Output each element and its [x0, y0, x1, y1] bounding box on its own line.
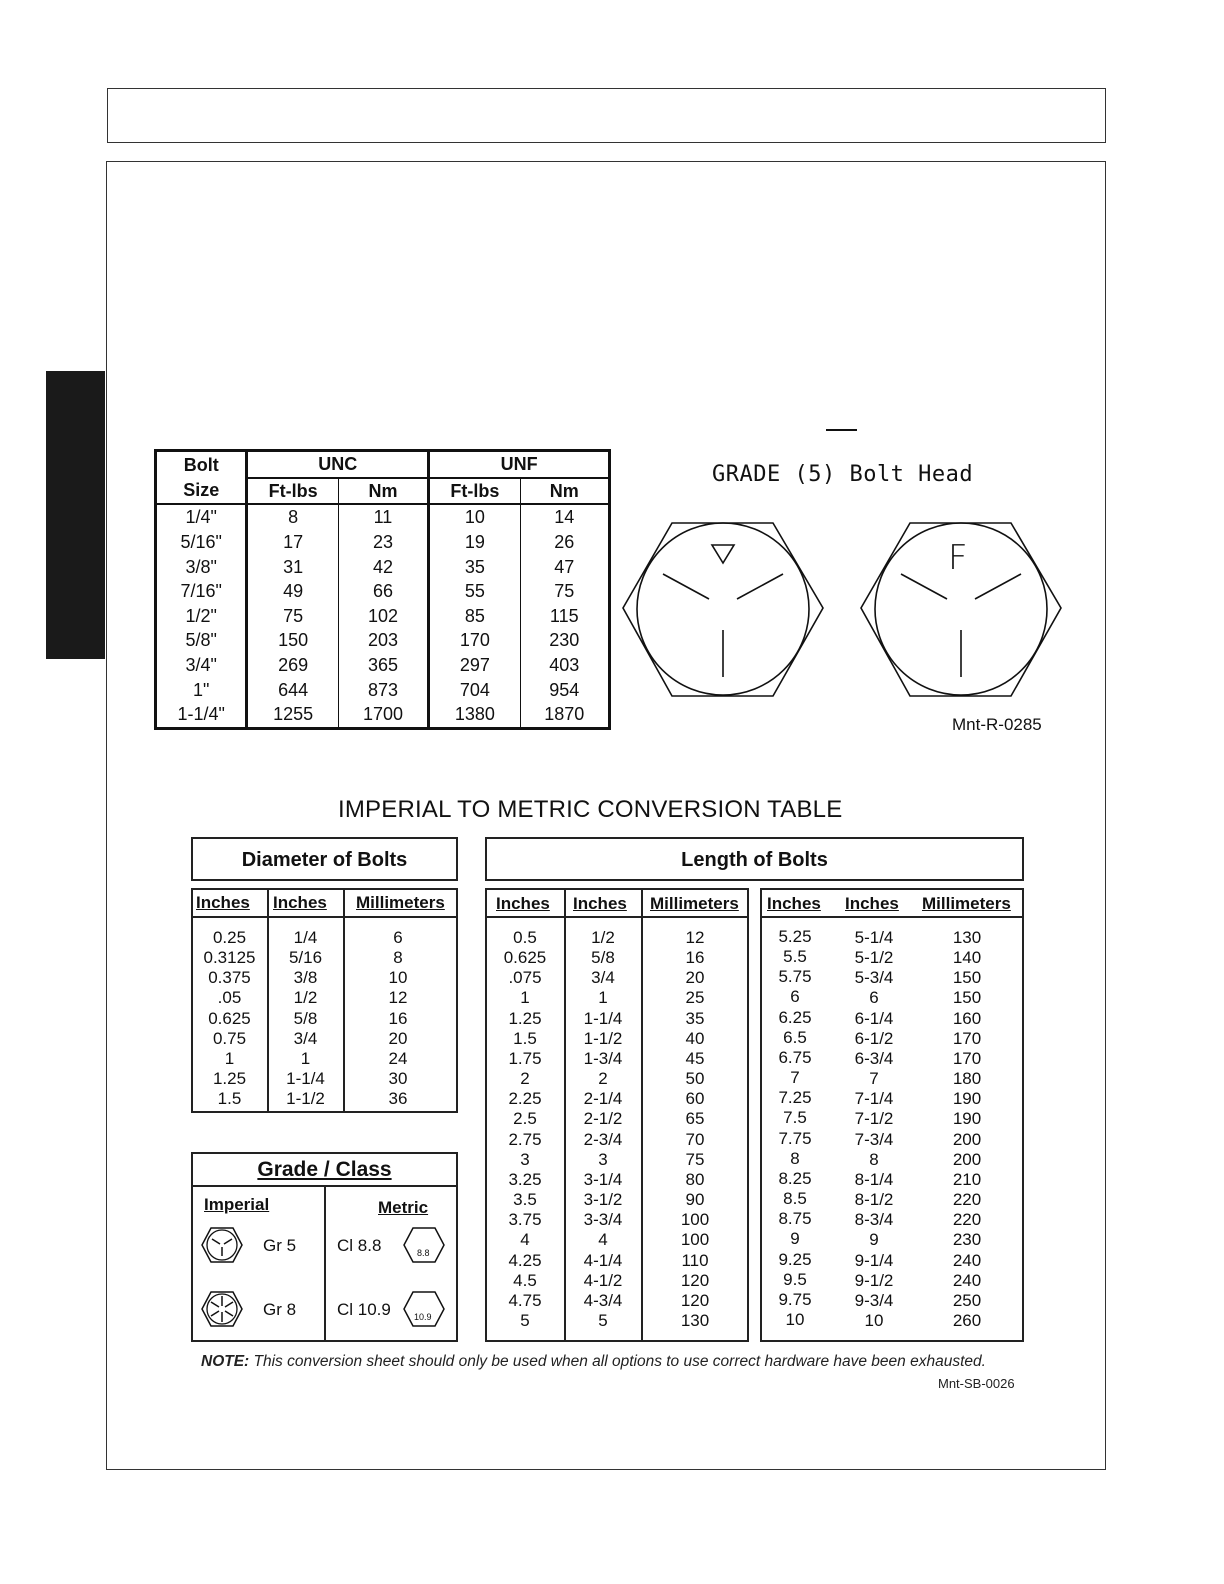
- table-cell: 85: [429, 604, 520, 629]
- table-cell: 1": [156, 677, 247, 702]
- gr8-label: Gr 8: [263, 1300, 297, 1319]
- list-item: 40: [685, 1028, 705, 1048]
- list-item: 8-1/2: [854, 1190, 894, 1210]
- list-item: 1: [598, 988, 608, 1008]
- grade-metric-label: Metric: [378, 1198, 429, 1217]
- section-side-tab: [46, 371, 105, 659]
- list-item: 3/8: [293, 968, 318, 988]
- list-item: 140: [952, 948, 982, 968]
- list-item: 1-3/4: [583, 1048, 623, 1068]
- cl109-label: Cl 10.9: [337, 1300, 391, 1319]
- list-item: 8: [393, 948, 403, 968]
- list-item: 3/4: [293, 1028, 318, 1048]
- list-item: 180: [952, 1069, 982, 1089]
- list-item: 5.75: [778, 967, 812, 987]
- table-cell: 403: [549, 655, 580, 676]
- list-item: 210: [952, 1169, 982, 1189]
- table-cell: 11: [338, 504, 428, 530]
- grade-class-title: Grade / Class: [257, 1158, 392, 1181]
- list-item: 45: [685, 1048, 705, 1068]
- table-cell: 954: [549, 679, 580, 700]
- list-item: 50: [685, 1069, 705, 1089]
- list-item: 0.375: [208, 968, 251, 988]
- length-a-col-inches-1: Inches: [496, 894, 550, 913]
- list-item: 24: [388, 1048, 408, 1068]
- length-a-header-rule: [486, 916, 748, 918]
- list-item: 220: [952, 1210, 982, 1230]
- header-bolt: Bolt: [156, 451, 247, 478]
- list-item: 160: [952, 1008, 982, 1028]
- table-cell: 3/4": [156, 653, 247, 678]
- list-item: 2: [598, 1069, 608, 1089]
- table-cell: 14: [554, 507, 575, 528]
- list-item: 4-1/4: [583, 1250, 623, 1270]
- grade-class-divider: [324, 1186, 326, 1341]
- length-a-decimal-column: [486, 928, 564, 1331]
- table-row: [156, 628, 610, 653]
- table-cell: 5/8": [156, 628, 247, 653]
- list-item: 2-1/2: [583, 1109, 623, 1129]
- list-item: 6: [393, 928, 403, 947]
- list-item: 200: [952, 1129, 982, 1149]
- diameter-mm-column: [344, 928, 452, 1109]
- list-item: 2.25: [508, 1089, 542, 1109]
- list-item: 4-1/2: [583, 1270, 623, 1290]
- list-item: 7: [869, 1069, 879, 1089]
- length-a-mm-column: [642, 928, 748, 1331]
- list-item: 3.5: [513, 1190, 537, 1210]
- list-item: 1-1/4: [286, 1069, 325, 1089]
- table-cell: 17: [247, 530, 338, 555]
- list-item: 7.25: [778, 1088, 812, 1108]
- list-item: 150: [952, 968, 982, 988]
- table-row: [156, 554, 610, 579]
- grade-imperial-label: Imperial: [204, 1195, 270, 1214]
- list-item: 3.25: [508, 1169, 542, 1189]
- table-cell: 23: [338, 530, 428, 555]
- header-unf-nm: Nm: [520, 478, 609, 505]
- table-row: [156, 504, 610, 530]
- table-row: [156, 653, 610, 678]
- length-a-col-mm: Millimeters: [650, 894, 739, 913]
- list-item: 170: [952, 1028, 982, 1048]
- list-item: 3.75: [508, 1210, 542, 1230]
- list-item: 0.25: [212, 928, 247, 947]
- table-cell: 1870: [544, 704, 585, 725]
- table-row: [156, 530, 610, 555]
- list-item: 130: [952, 928, 982, 947]
- list-item: 7.75: [778, 1128, 812, 1148]
- list-item: 1.25: [212, 1069, 247, 1089]
- list-item: 20: [388, 1028, 408, 1048]
- table-cell: 230: [549, 630, 580, 651]
- gr8-hex-icon: [200, 1290, 244, 1328]
- list-item: 1: [300, 1048, 311, 1068]
- list-item: 10: [864, 1310, 884, 1330]
- list-item: 120: [680, 1270, 710, 1290]
- list-item: 60: [685, 1089, 705, 1109]
- list-item: 5-3/4: [854, 968, 894, 988]
- list-item: 100: [680, 1210, 710, 1230]
- table-cell: 49: [247, 579, 338, 604]
- cl109-mark: 10.9: [414, 1312, 432, 1322]
- list-item: 3-1/2: [583, 1190, 623, 1210]
- list-item: 4.5: [513, 1270, 537, 1290]
- table-cell: 55: [429, 579, 520, 604]
- list-item: 1/4: [293, 928, 318, 947]
- list-item: 6-1/2: [854, 1028, 894, 1048]
- table-cell: 1/4": [156, 504, 247, 530]
- list-item: 2.75: [508, 1129, 542, 1149]
- list-item: 16: [388, 1008, 408, 1028]
- list-item: 36: [388, 1089, 408, 1109]
- list-item: .05: [217, 988, 242, 1008]
- list-item: 16: [685, 948, 705, 968]
- list-item: 230: [952, 1230, 982, 1250]
- list-item: 25: [685, 988, 705, 1008]
- list-item: 0.3125: [203, 948, 256, 968]
- table-cell: 297: [429, 653, 520, 678]
- list-item: 120: [680, 1290, 710, 1310]
- diameter-title-box: [191, 837, 458, 881]
- bolt-head-title: GRADE (5) Bolt Head: [712, 462, 974, 487]
- header-unc: UNC: [247, 451, 429, 478]
- table-cell: 115: [549, 605, 579, 626]
- list-item: 1: [520, 988, 530, 1008]
- list-item: 0.625: [503, 948, 547, 968]
- conversion-note: [201, 1353, 986, 1371]
- list-item: 5-1/2: [854, 948, 894, 968]
- table-cell: 365: [338, 653, 428, 678]
- table-cell: 102: [338, 604, 428, 629]
- list-item: 6-3/4: [854, 1048, 894, 1068]
- list-item: 4-3/4: [583, 1290, 623, 1310]
- table-cell: 19: [429, 530, 520, 555]
- table-cell: 47: [554, 556, 575, 577]
- list-item: 0.75: [212, 1028, 247, 1048]
- length-b-header-rule: [761, 916, 1023, 918]
- table-cell: 31: [247, 554, 338, 579]
- list-item: 5: [598, 1310, 608, 1330]
- table-cell: 35: [429, 554, 520, 579]
- header-unc-ftlbs: Ft-lbs: [247, 478, 338, 505]
- list-item: 3: [598, 1149, 608, 1169]
- list-item: 8-3/4: [854, 1210, 894, 1230]
- list-item: 3-1/4: [583, 1169, 623, 1189]
- list-item: 100: [680, 1230, 710, 1250]
- length-b-decimal-column: [762, 927, 828, 1330]
- list-item: 8: [869, 1149, 879, 1169]
- list-item: 7: [790, 1068, 800, 1088]
- table-cell: 26: [554, 532, 575, 553]
- cl88-hex-icon: [402, 1226, 446, 1264]
- table-cell: 66: [338, 579, 428, 604]
- list-item: 240: [952, 1270, 982, 1290]
- length-b-fraction-column: [838, 928, 910, 1331]
- list-item: 8: [790, 1148, 800, 1168]
- list-item: 9.75: [778, 1289, 812, 1309]
- list-item: 9: [869, 1230, 879, 1250]
- gr5-hex-icon: [200, 1226, 244, 1264]
- list-item: 90: [685, 1190, 705, 1210]
- list-item: 7.5: [783, 1108, 807, 1128]
- list-item: 1: [224, 1048, 235, 1068]
- table-cell: 3/8": [156, 554, 247, 579]
- diameter-col-mm: Millimeters: [356, 893, 445, 912]
- list-item: 9-1/4: [854, 1250, 894, 1270]
- list-item: 80: [685, 1169, 705, 1189]
- list-item: 130: [680, 1310, 710, 1330]
- list-item: 1/2: [293, 988, 318, 1008]
- diameter-title: Diameter of Bolts: [241, 849, 408, 871]
- table-cell: 1255: [247, 702, 338, 728]
- diameter-decimal-column: [192, 928, 267, 1109]
- list-item: 12: [685, 928, 705, 947]
- list-item: 65: [685, 1109, 705, 1129]
- note-label: NOTE:: [201, 1353, 250, 1370]
- table-cell: 1380: [429, 702, 520, 728]
- header-unf: UNF: [429, 451, 610, 478]
- list-item: 6: [790, 987, 800, 1007]
- list-item: 9.25: [778, 1249, 812, 1269]
- list-item: 8-1/4: [854, 1169, 894, 1189]
- list-item: 190: [952, 1089, 982, 1109]
- conversion-ref: Mnt-SB-0026: [938, 1376, 1015, 1391]
- list-item: 6-1/4: [854, 1008, 894, 1028]
- table-cell: 7/16": [156, 579, 247, 604]
- torque-table: [154, 449, 611, 730]
- list-item: 110: [681, 1250, 709, 1270]
- table-cell: 644: [247, 677, 338, 702]
- table-cell: 8: [247, 504, 338, 530]
- table-cell: 170: [429, 628, 520, 653]
- list-item: 8.5: [783, 1189, 807, 1209]
- list-item: 220: [952, 1190, 982, 1210]
- header-unc-nm: Nm: [338, 478, 428, 505]
- length-b-mm-column: [920, 928, 1014, 1331]
- list-item: 0.625: [208, 1008, 251, 1028]
- list-item: 7-1/4: [854, 1089, 894, 1109]
- list-item: 1.5: [513, 1028, 537, 1048]
- note-text: This conversion sheet should only be used when all options to use correct hardware have been exhausted.: [249, 1353, 986, 1370]
- cl88-label: Cl 8.8: [337, 1236, 382, 1255]
- list-item: 5.5: [783, 947, 807, 967]
- length-b-col-inches-2: Inches: [845, 894, 899, 913]
- table-cell: 75: [554, 581, 575, 602]
- table-cell: 704: [429, 677, 520, 702]
- list-item: 5.25: [778, 927, 812, 946]
- table-row: [156, 702, 610, 728]
- list-item: 2-1/4: [583, 1089, 623, 1109]
- table-cell: 873: [338, 677, 428, 702]
- length-title-box: [485, 837, 1024, 881]
- list-item: 150: [952, 988, 982, 1008]
- list-item: 4.75: [508, 1290, 542, 1310]
- list-item: 8.75: [778, 1209, 812, 1229]
- list-item: 10: [785, 1309, 805, 1329]
- gr5-label: Gr 5: [263, 1236, 297, 1255]
- list-item: 2: [520, 1069, 530, 1089]
- list-item: 6: [869, 988, 879, 1008]
- length-a-fraction-column: [565, 928, 641, 1331]
- list-item: 75: [685, 1149, 705, 1169]
- bolt-head-letter: F: [948, 538, 968, 578]
- table-row: [156, 579, 610, 604]
- list-item: 4.25: [508, 1250, 542, 1270]
- list-item: 9-3/4: [854, 1290, 894, 1310]
- list-item: 4: [520, 1230, 530, 1250]
- list-item: 9: [790, 1229, 800, 1249]
- list-item: .075: [508, 968, 542, 988]
- length-b-col-mm: Millimeters: [922, 894, 1011, 913]
- length-b-col-inches-1: Inches: [767, 894, 821, 913]
- conversion-title: IMPERIAL TO METRIC CONVERSION TABLE: [338, 796, 843, 823]
- table-cell: 150: [247, 628, 338, 653]
- table-cell: 1-1/4": [156, 702, 247, 728]
- list-item: 250: [952, 1290, 982, 1310]
- cl88-mark: 8.8: [417, 1248, 430, 1258]
- bolt-head-ref: Mnt-R-0285: [952, 715, 1042, 734]
- list-item: 6.75: [778, 1047, 812, 1067]
- list-item: 5-1/4: [854, 928, 894, 947]
- diameter-fraction-column: [268, 928, 343, 1109]
- list-item: 260: [952, 1310, 982, 1330]
- cl109-hex-icon: [402, 1290, 446, 1328]
- list-item: 2.5: [513, 1109, 537, 1129]
- table-row: [156, 677, 610, 702]
- list-item: 240: [952, 1250, 982, 1270]
- list-item: 12: [388, 988, 408, 1008]
- list-item: 10: [388, 968, 408, 988]
- table-cell: 203: [338, 628, 428, 653]
- list-item: 190: [952, 1109, 982, 1129]
- table-cell: 42: [338, 554, 428, 579]
- list-item: 4: [598, 1230, 608, 1250]
- list-item: 8.25: [778, 1168, 812, 1188]
- list-item: 170: [952, 1048, 982, 1068]
- header-frame: [107, 88, 1106, 143]
- list-item: 5/8: [591, 948, 615, 968]
- list-item: 20: [685, 968, 705, 988]
- list-item: 6.25: [778, 1007, 812, 1027]
- length-a-col-inches-2: Inches: [573, 894, 627, 913]
- list-item: 1-1/2: [583, 1028, 623, 1048]
- list-item: 9-1/2: [854, 1270, 894, 1290]
- table-cell: 75: [247, 604, 338, 629]
- list-item: 3-3/4: [583, 1210, 623, 1230]
- list-item: 7-1/2: [854, 1109, 894, 1129]
- diameter-header-rule: [192, 916, 457, 918]
- bolt-head-grade5-icon: [620, 520, 825, 700]
- list-item: 35: [685, 1008, 705, 1028]
- list-item: 1-1/4: [583, 1008, 623, 1028]
- diameter-col-inches-2: Inches: [273, 893, 327, 912]
- list-item: 200: [952, 1149, 982, 1169]
- table-cell: 10: [429, 504, 520, 530]
- list-item: 30: [388, 1069, 408, 1089]
- list-item: 9.5: [783, 1269, 807, 1289]
- table-cell: 269: [247, 653, 338, 678]
- list-item: 7-3/4: [854, 1129, 894, 1149]
- table-cell: 5/16": [156, 530, 247, 555]
- list-item: 5: [520, 1310, 530, 1330]
- list-item: 5/8: [293, 1008, 318, 1028]
- list-item: 1.5: [217, 1089, 242, 1109]
- list-item: 5/16: [288, 948, 323, 968]
- title-dash: [826, 429, 857, 431]
- list-item: 1/2: [591, 928, 615, 947]
- list-item: 1.25: [508, 1008, 542, 1028]
- header-size: Size: [156, 478, 247, 505]
- table-row: [156, 604, 610, 629]
- table-cell: 1/2": [156, 604, 247, 629]
- list-item: 3/4: [591, 968, 615, 988]
- diameter-col-inches-1: Inches: [196, 893, 250, 912]
- header-unf-ftlbs: Ft-lbs: [429, 478, 520, 505]
- table-cell: 1700: [338, 702, 428, 728]
- list-item: 2-3/4: [583, 1129, 623, 1149]
- list-item: 0.5: [513, 928, 537, 947]
- list-item: 3: [520, 1149, 530, 1169]
- list-item: 1-1/2: [286, 1089, 325, 1109]
- list-item: 70: [685, 1129, 705, 1149]
- length-title: Length of Bolts: [681, 849, 828, 871]
- list-item: 1.75: [508, 1048, 542, 1068]
- list-item: 6.5: [783, 1027, 807, 1047]
